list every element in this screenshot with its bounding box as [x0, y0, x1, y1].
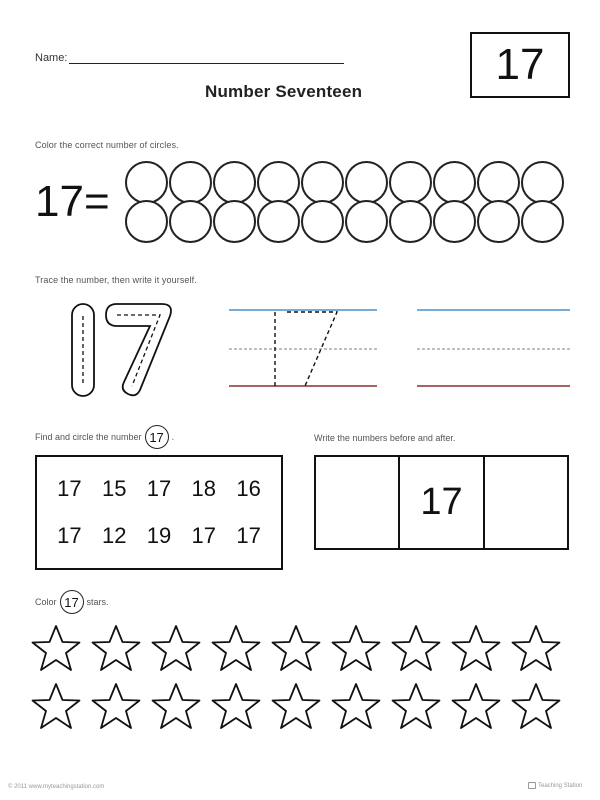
color-circle[interactable]	[345, 161, 388, 204]
color-star-icon[interactable]	[150, 681, 202, 733]
find-instruction-text: Find and circle the number	[35, 432, 142, 442]
color-circle[interactable]	[169, 161, 212, 204]
outline-number-17	[70, 300, 180, 400]
color-star-icon[interactable]	[330, 623, 382, 675]
name-row	[35, 52, 344, 64]
footer-brand	[528, 782, 582, 789]
color-circle[interactable]	[389, 161, 432, 204]
circles-grid	[125, 161, 567, 239]
color-star-icon[interactable]	[450, 681, 502, 733]
footer-brand-text: Teaching Station	[538, 782, 583, 789]
circles-instruction: Color the correct number of circles.	[35, 140, 179, 150]
color-star-icon[interactable]	[150, 623, 202, 675]
color-circle[interactable]	[301, 200, 344, 243]
color-circle[interactable]	[301, 161, 344, 204]
color-circle[interactable]	[257, 161, 300, 204]
find-numbers-box	[35, 455, 283, 570]
color-star-icon[interactable]	[30, 681, 82, 733]
color-circle[interactable]	[213, 161, 256, 204]
find-number[interactable]: 17	[57, 523, 82, 549]
color-star-icon[interactable]	[90, 623, 142, 675]
color-circle[interactable]	[213, 200, 256, 243]
stars-circled-number: 17	[60, 590, 84, 614]
before-after-box	[314, 455, 569, 550]
color-circle[interactable]	[169, 200, 212, 243]
color-star-icon[interactable]	[330, 681, 382, 733]
brand-logo-icon	[528, 782, 536, 789]
color-star-icon[interactable]	[510, 681, 562, 733]
color-star-icon[interactable]	[390, 623, 442, 675]
color-circle[interactable]	[433, 200, 476, 243]
find-number[interactable]: 12	[101, 523, 127, 549]
find-instruction-end: .	[171, 432, 175, 442]
color-circle[interactable]	[125, 200, 168, 243]
before-after-instruction: Write the numbers before and after.	[314, 433, 456, 443]
find-number[interactable]: 17	[146, 475, 172, 501]
before-cell[interactable]	[316, 457, 400, 548]
name-line[interactable]	[69, 52, 344, 64]
equation-label: 17=	[35, 177, 110, 226]
color-circle[interactable]	[257, 200, 300, 243]
find-number[interactable]: 17	[57, 475, 82, 501]
outline-digit-seven	[106, 304, 171, 395]
find-instruction	[35, 425, 174, 449]
color-circle[interactable]	[345, 200, 388, 243]
stars-grid	[30, 623, 570, 739]
color-circle[interactable]	[521, 200, 564, 243]
find-number[interactable]: 17	[191, 523, 217, 549]
color-star-icon[interactable]	[390, 681, 442, 733]
color-star-icon[interactable]	[270, 681, 322, 733]
color-star-icon[interactable]	[450, 623, 502, 675]
color-star-icon[interactable]	[270, 623, 322, 675]
find-number[interactable]: 18	[191, 475, 217, 501]
color-circle[interactable]	[125, 161, 168, 204]
stars-instruction	[35, 590, 109, 614]
footer-copyright: © 2011 www.myteachingstation.com	[8, 784, 105, 790]
color-circle[interactable]	[389, 200, 432, 243]
color-circle[interactable]	[433, 161, 476, 204]
name-label: Name:	[35, 52, 68, 64]
given-number-cell: 17	[400, 457, 484, 548]
big-number-box: 17	[470, 32, 570, 98]
color-star-icon[interactable]	[210, 681, 262, 733]
find-number[interactable]: 19	[146, 523, 172, 549]
stars-instruction-text: Color	[35, 597, 57, 607]
color-star-icon[interactable]	[90, 681, 142, 733]
find-number[interactable]: 16	[236, 475, 261, 501]
find-number[interactable]: 15	[101, 475, 127, 501]
color-star-icon[interactable]	[30, 623, 82, 675]
color-circle[interactable]	[477, 200, 520, 243]
trace-instruction: Trace the number, then write it yourself.	[35, 275, 197, 285]
color-circle[interactable]	[477, 161, 520, 204]
color-star-icon[interactable]	[510, 623, 562, 675]
after-cell[interactable]	[485, 457, 567, 548]
find-circled-number: 17	[145, 425, 169, 449]
stars-instruction-end: stars.	[86, 597, 109, 607]
color-star-icon[interactable]	[210, 623, 262, 675]
worksheet-title: Number Seventeen	[205, 82, 363, 101]
find-number[interactable]: 17	[236, 523, 261, 549]
color-circle[interactable]	[521, 161, 564, 204]
writing-lines[interactable]	[225, 298, 575, 393]
